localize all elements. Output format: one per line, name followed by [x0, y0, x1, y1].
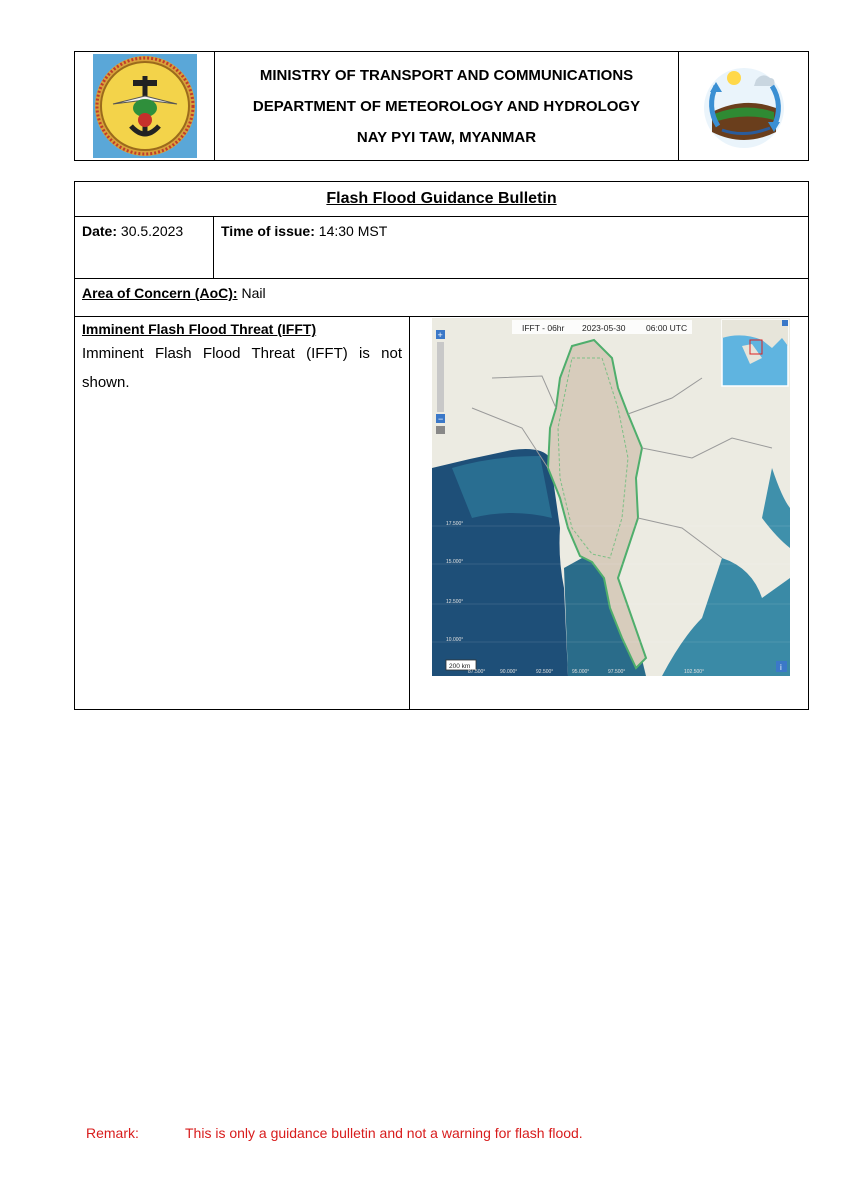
lon-label: 87.500° — [468, 669, 486, 675]
remark-text: This is only a guidance bulletin and not a warning for flash flood. — [185, 1125, 583, 1141]
date-value: 30.5.2023 — [120, 223, 184, 239]
aoc-value: Nail — [241, 285, 266, 301]
lat-label: 15.000° — [446, 559, 464, 565]
lat-label: 12.500° — [446, 599, 464, 605]
aoc-row — [75, 279, 808, 317]
ifft-map-cell — [410, 317, 808, 710]
lon-label: 92.500° — [536, 669, 554, 675]
header-table — [74, 51, 809, 161]
lon-label: 97.500° — [608, 669, 626, 675]
time-value: 14:30 MST — [318, 223, 388, 239]
home-view-button[interactable] — [436, 426, 445, 434]
bulletin-table — [74, 181, 809, 710]
scale-bar-label: 200 km — [449, 663, 471, 670]
lat-label: 10.000° — [446, 637, 464, 643]
map-title: IFFT - 06hr — [522, 323, 565, 333]
ifft-description: Imminent Flash Flood Threat (IFFT) is not shown. — [82, 345, 402, 391]
map-time: 06:00 UTC — [646, 323, 688, 333]
issue-info-row — [75, 217, 808, 279]
info-icon: i — [780, 663, 782, 672]
lat-label: 17.500° — [446, 521, 464, 527]
department-name: DEPARTMENT OF METEOROLOGY AND HYDROLOGY — [252, 97, 641, 115]
left-logo-cell — [75, 52, 215, 160]
ministry-emblem-icon — [93, 54, 197, 158]
time-label: Time of issue: — [221, 223, 315, 239]
zoom-out-icon: − — [438, 414, 444, 424]
ifft-text-cell — [75, 317, 410, 710]
ifft-map[interactable] — [432, 318, 790, 676]
ministry-name: MINISTRY OF TRANSPORT AND COMMUNICATIONS — [259, 66, 634, 84]
lon-label: 90.000° — [500, 669, 518, 675]
time-cell — [214, 217, 808, 278]
date-cell — [75, 217, 214, 278]
location-name: NAY PYI TAW, MYANMAR — [356, 128, 537, 146]
zoom-in-icon: + — [437, 330, 443, 340]
lon-label: 95.000° — [572, 669, 590, 675]
zoom-slider[interactable] — [437, 342, 444, 412]
ifft-heading: Imminent Flash Flood Threat (IFFT) — [82, 321, 317, 337]
date-label: Date: — [82, 223, 118, 239]
bulletin-title: Flash Flood Guidance Bulletin — [75, 182, 808, 217]
header-title — [215, 52, 678, 160]
ifft-row — [75, 317, 808, 710]
hydrology-cycle-logo-icon — [694, 56, 794, 156]
lon-label: 102.500° — [684, 669, 705, 675]
aoc-label: Area of Concern (AoC): — [82, 285, 238, 301]
right-logo-cell — [678, 52, 808, 160]
map-date: 2023-05-30 — [582, 323, 626, 333]
remark-label: Remark: — [86, 1125, 139, 1141]
overview-toggle-button[interactable] — [782, 320, 788, 326]
remark — [86, 1125, 583, 1141]
